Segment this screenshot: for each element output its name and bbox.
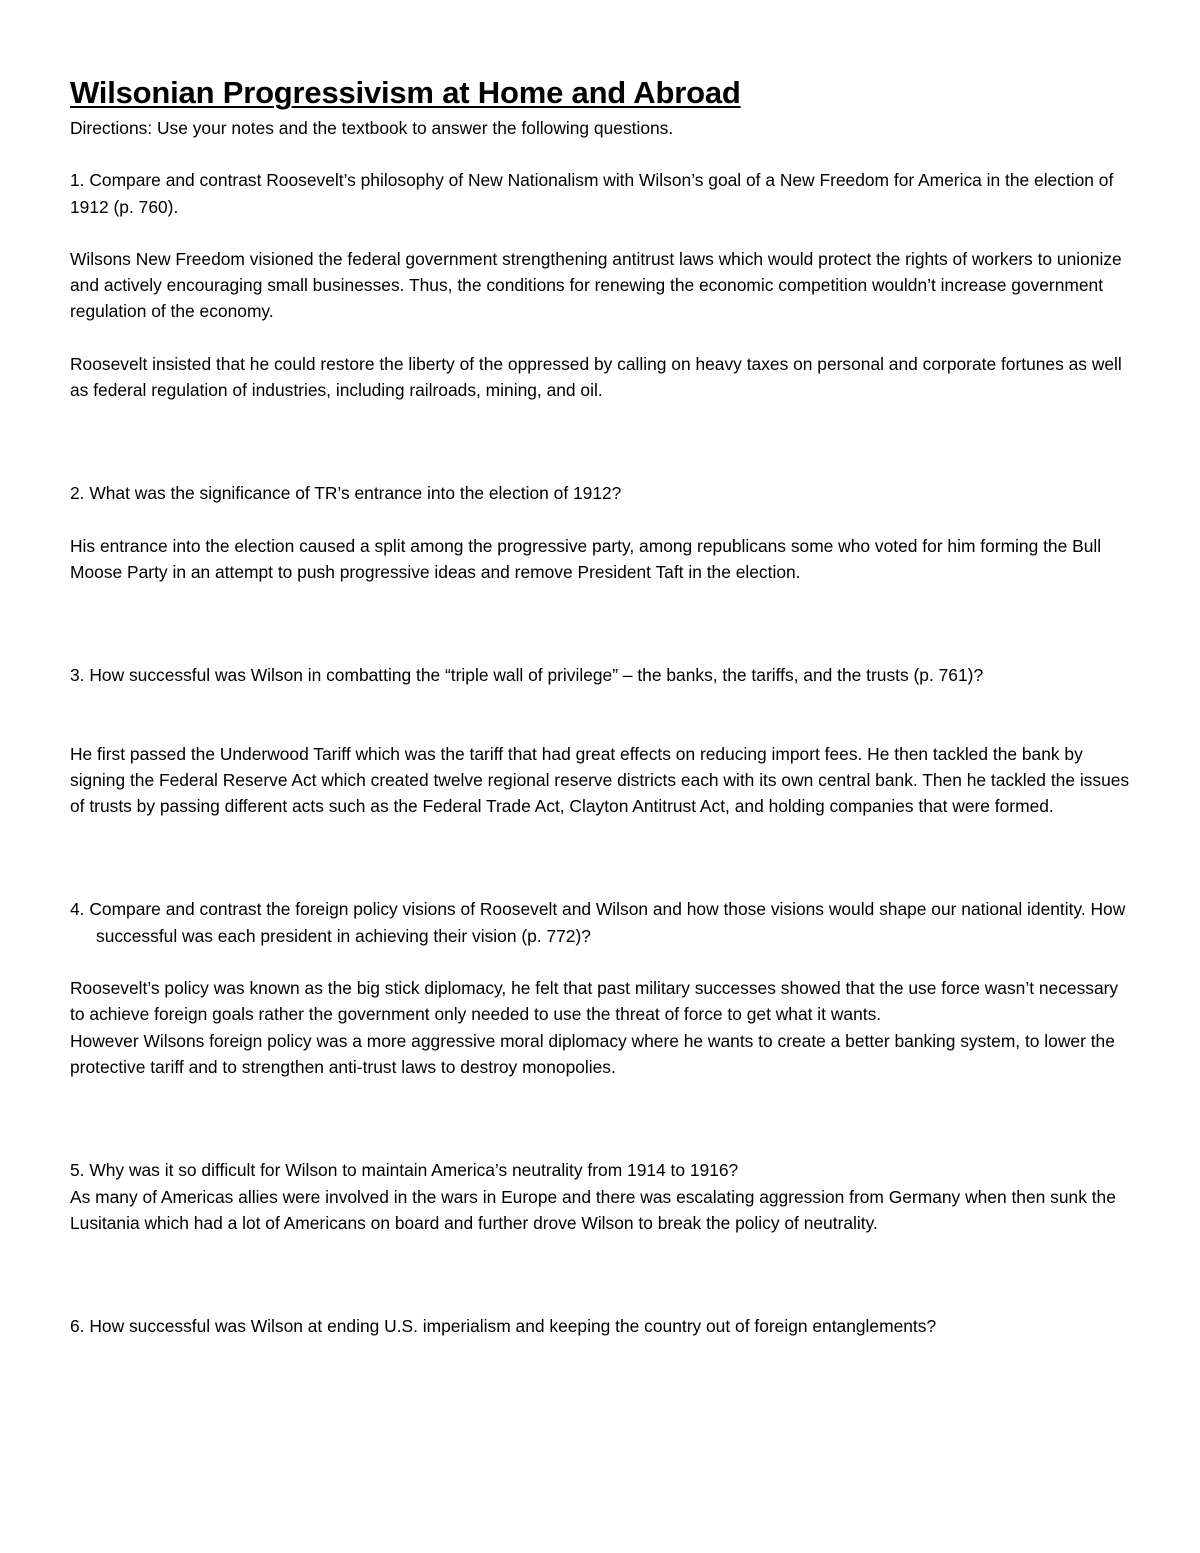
directions-text: Directions: Use your notes and the textbook to answer the following questions. bbox=[70, 118, 674, 138]
question-5: 5. Why was it so difficult for Wilson to maintain America’s neutrality from 1914 to 1916? bbox=[70, 1160, 739, 1181]
answer-3: He first passed the Underwood Tariff which was the tariff that had great effects on reducing import fees. He then tackled the bank by signing the Federal Reserve Act which created twelve regional reserve districts each with its own central bank. Then he tackled the issues of trusts by passing different acts such as the Federal Trade Act, Clayton Antitrust Act, and holding companies that were formed. bbox=[70, 743, 1130, 817]
answer-1a: Wilsons New Freedom visioned the federal government strengthening antitrust laws which would protect the rights of workers to unionize and actively encouraging small businesses. Thus, the conditions for renewing the economic competition wouldn’t increase government regulation of the economy. bbox=[70, 248, 1122, 322]
question-1: 1. Compare and contrast Roosevelt’s philosophy of New Nationalism with Wilson’s goal of a New Freedom for America in the election of 1912 (p. 760). bbox=[70, 170, 1114, 217]
answer-5: As many of Americas allies were involved in the wars in Europe and there was escalating aggression from Germany when then sunk the Lusitania which had a lot of Americans on board and further drove Wilson to break the policy of neutrality. bbox=[70, 1186, 1116, 1233]
answer-2: His entrance into the election caused a split among the progressive party, among republicans some who voted for him forming the Bull Moose Party in an attempt to push progressive ideas and remove President Taft in the election. bbox=[70, 535, 1102, 582]
question-4: 4. Compare and contrast the foreign policy visions of Roosevelt and Wilson and how those visions would shape our national identity. How successful was each president in achieving their vision (p. 772)? bbox=[70, 899, 1126, 946]
question-3: 3. How successful was Wilson in combatting the “triple wall of privilege” – the banks, the tariffs, and the trusts (p. 761)? bbox=[70, 665, 984, 686]
answer-4b: However Wilsons foreign policy was a more aggressive moral diplomacy where he wants to create a better banking system, to lower the protective tariff and to strengthen anti-trust laws to destroy monopolies. bbox=[70, 1030, 1115, 1077]
question-2: 2. What was the significance of TR’s entrance into the election of 1912? bbox=[70, 483, 622, 504]
answer-1b: Roosevelt insisted that he could restore the liberty of the oppressed by calling on heavy taxes on personal and corporate fortunes as well as federal regulation of industries, including railroads, mining, and oil. bbox=[70, 353, 1122, 401]
answer-4a: Roosevelt’s policy was known as the big stick diplomacy, he felt that past military successes showed that the use force wasn’t necessary to achieve foreign goals rather the government only needed to use the threat of force to get what it wants. bbox=[70, 978, 1119, 1025]
document-title: Wilsonian Progressivism at Home and Abroad bbox=[70, 75, 741, 110]
document-page bbox=[70, 74, 1135, 1339]
question-6: 6. How successful was Wilson at ending U.S. imperialism and keeping the country out of foreign entanglements? bbox=[70, 1316, 937, 1337]
